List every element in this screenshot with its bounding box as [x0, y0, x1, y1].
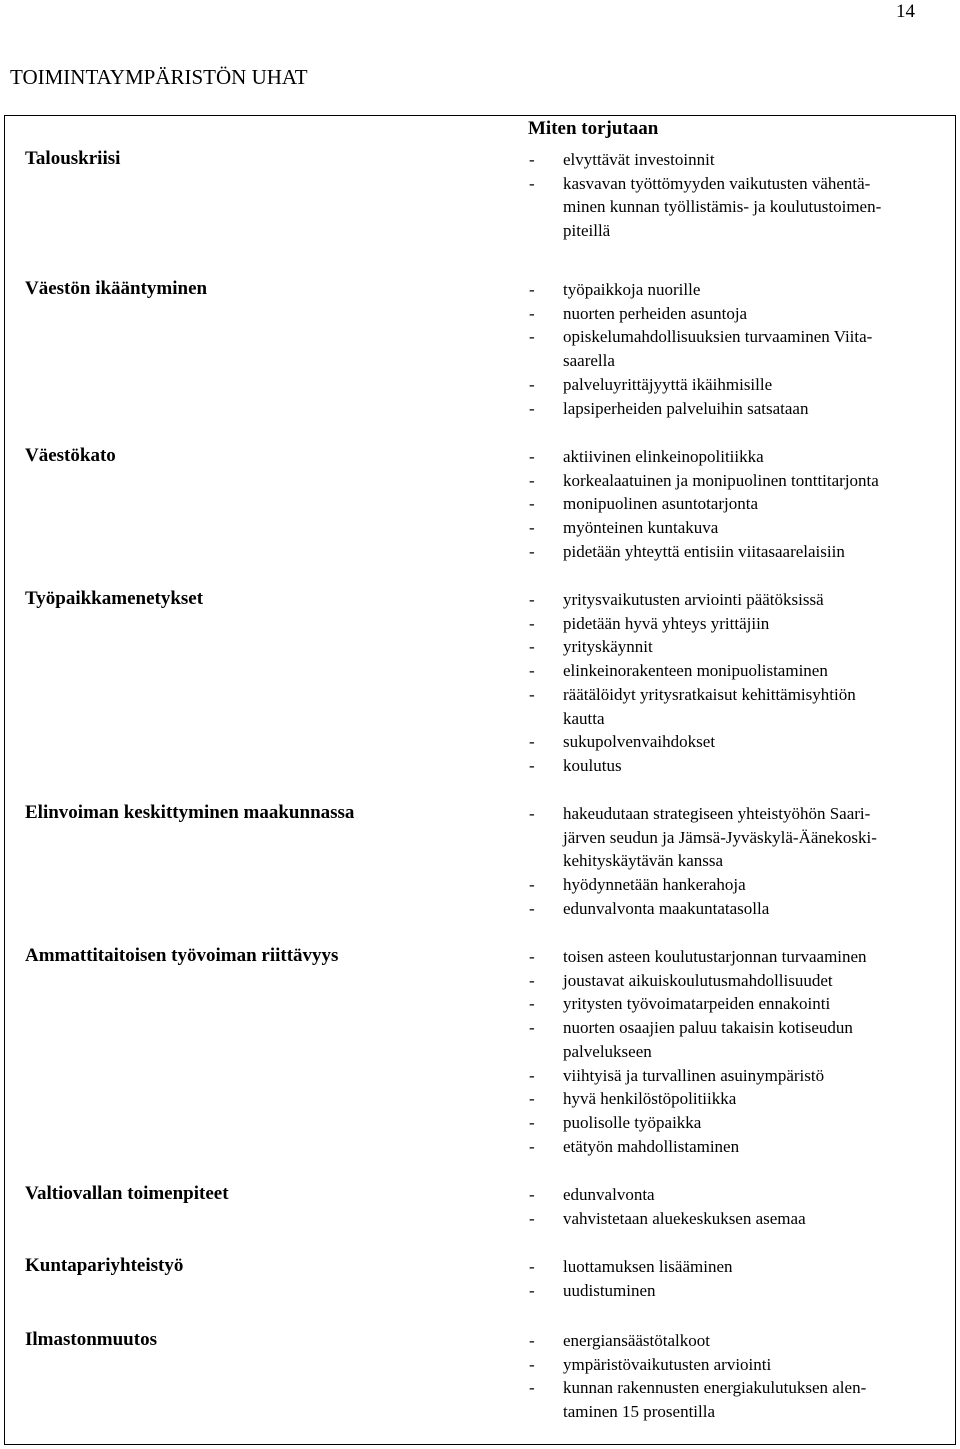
measure-text: piteillä — [563, 221, 611, 241]
measure-line — [529, 1087, 953, 1111]
measure-text: koulutus — [563, 755, 622, 775]
measure-text: puolisolle työpaikka — [563, 1112, 702, 1132]
dash-bullet: - — [529, 173, 535, 193]
dash-bullet: - — [529, 1208, 535, 1228]
measure-text: pidetään yhteyttä entisiin viitasaarelaisiin — [563, 541, 845, 561]
measure-line — [529, 945, 953, 969]
measure-line — [529, 1135, 953, 1159]
measure-text: etätyön mahdollistaminen — [563, 1136, 740, 1156]
measures-list — [529, 1183, 953, 1230]
measures-list — [529, 1255, 953, 1302]
dash-bullet: - — [529, 1112, 535, 1132]
measure-text: yritysvaikutusten arviointi päätöksissä — [563, 590, 824, 609]
measure-text: aktiivinen elinkeinopolitiikka — [563, 447, 764, 466]
measure-text: uudistuminen — [563, 1280, 656, 1300]
measure-line — [529, 492, 953, 516]
measure-line — [529, 397, 953, 421]
measure-line — [529, 635, 953, 659]
measure-line — [529, 754, 953, 778]
dash-bullet — [529, 219, 563, 243]
dash-bullet — [529, 826, 563, 850]
measures-list — [529, 278, 953, 420]
measure-text: korkealaatuinen ja monipuolinen tonttitarjonta — [563, 470, 879, 490]
dash-bullet: - — [529, 470, 535, 490]
measure-text: minen kunnan työllistämis- ja koulutustoimen- — [563, 197, 882, 217]
measure-line — [529, 148, 953, 172]
measure-line — [529, 302, 953, 326]
measure-line — [529, 219, 953, 243]
measure-line — [529, 1040, 953, 1064]
measure-text: vahvistetaan aluekeskuksen asemaa — [563, 1208, 806, 1228]
dash-bullet — [529, 349, 563, 373]
measure-text: kautta — [563, 708, 605, 728]
measure-text: järven seudun ja Jämsä-Jyväskylä-Äänekoski- — [563, 827, 877, 847]
measure-text: luottamuksen lisääminen — [563, 1257, 733, 1276]
measure-text: räätälöidyt yritysratkaisut kehittämisyhtiön — [563, 684, 856, 704]
dash-bullet: - — [529, 898, 535, 918]
measure-text: myönteinen kuntakuva — [563, 518, 719, 538]
measure-line — [529, 802, 953, 826]
measure-text: elinkeinorakenteen monipuolistaminen — [563, 661, 828, 681]
threat-label: Ilmastonmuutos — [25, 1329, 157, 1350]
dash-bullet — [529, 1400, 563, 1424]
measure-line — [529, 659, 953, 683]
measure-text: yritysten työvoimatarpeiden ennakointi — [563, 994, 831, 1014]
measure-text: kunnan rakennusten energiakulutuksen alen- — [563, 1378, 867, 1398]
dash-bullet: - — [529, 1331, 535, 1350]
measure-line — [529, 969, 953, 993]
measure-line — [529, 1376, 953, 1400]
measures-list — [529, 1329, 953, 1424]
measure-line — [529, 1111, 953, 1135]
dash-bullet: - — [529, 590, 535, 609]
dash-bullet: - — [529, 1280, 535, 1300]
dash-bullet: - — [529, 1065, 535, 1085]
measure-text: nuorten osaajien paluu takaisin kotiseudun — [563, 1018, 853, 1038]
measure-text: hyvä henkilöstöpolitiikka — [563, 1089, 737, 1109]
measure-line — [529, 1183, 953, 1207]
measure-line — [529, 897, 953, 921]
threat-label: Elinvoiman keskittyminen maakunnassa — [25, 802, 355, 823]
dash-bullet: - — [529, 541, 535, 561]
dash-bullet: - — [529, 732, 535, 752]
measure-text: elvyttävät investoinnit — [563, 150, 715, 169]
threat-label: Väestön ikääntyminen — [25, 278, 208, 299]
page-title: TOIMINTAYMPÄRISTÖN UHAT — [10, 65, 308, 89]
measure-text: toisen asteen koulutustarjonnan turvaaminen — [563, 947, 867, 966]
measure-text: opiskelumahdollisuuksien turvaaminen Viita- — [563, 327, 873, 347]
dash-bullet: - — [529, 637, 535, 657]
measure-line — [529, 730, 953, 754]
column-header: Miten torjutaan — [528, 118, 659, 139]
dash-bullet: - — [529, 684, 535, 704]
threat-label: Talouskriisi — [25, 148, 121, 169]
dash-bullet: - — [529, 1136, 535, 1156]
measure-text: viihtyisä ja turvallinen asuinympäristö — [563, 1065, 825, 1085]
dash-bullet: - — [529, 150, 535, 169]
dash-bullet: - — [529, 1378, 535, 1398]
dash-bullet: - — [529, 303, 535, 323]
threat-label: Valtiovallan toimenpiteet — [25, 1183, 229, 1204]
measure-line — [529, 873, 953, 897]
dash-bullet: - — [529, 1257, 535, 1276]
dash-bullet — [529, 195, 563, 219]
measure-line — [529, 826, 953, 850]
measure-line — [529, 1279, 953, 1303]
measure-line — [529, 1255, 953, 1279]
measure-text: monipuolinen asuntotarjonta — [563, 494, 758, 514]
measure-line — [529, 1207, 953, 1231]
measure-text: edunvalvonta — [563, 1185, 655, 1204]
measure-line — [529, 1064, 953, 1088]
measure-text: edunvalvonta maakuntatasolla — [563, 898, 770, 918]
dash-bullet: - — [529, 398, 535, 418]
dash-bullet: - — [529, 875, 535, 895]
dash-bullet: - — [529, 280, 535, 299]
page-number: 14 — [896, 1, 915, 22]
measure-text: hakeudutaan strategiseen yhteistyöhön Saari- — [563, 804, 871, 823]
measures-list — [529, 445, 953, 564]
threat-label: Kuntapariyhteistyö — [25, 1255, 184, 1276]
dash-bullet: - — [529, 970, 535, 990]
dash-bullet: - — [529, 804, 535, 823]
threat-label: Työpaikkamenetykset — [25, 588, 204, 609]
threat-label: Väestökato — [25, 445, 116, 466]
measure-text: saarella — [563, 351, 615, 371]
measure-text: pidetään hyvä yhteys yrittäjiin — [563, 613, 770, 633]
dash-bullet: - — [529, 755, 535, 775]
dash-bullet: - — [529, 374, 535, 394]
dash-bullet — [529, 707, 563, 731]
dash-bullet — [529, 849, 563, 873]
measure-line — [529, 445, 953, 469]
measure-text: sukupolvenvaihdokset — [563, 732, 716, 752]
dash-bullet: - — [529, 661, 535, 681]
dash-bullet: - — [529, 994, 535, 1014]
measure-text: kasvavan työttömyyden vaikutusten vähentä- — [563, 173, 871, 193]
measures-list — [529, 588, 953, 778]
measures-list — [529, 148, 953, 243]
dash-bullet: - — [529, 1354, 535, 1374]
dash-bullet: - — [529, 1089, 535, 1109]
dash-bullet: - — [529, 447, 535, 466]
dash-bullet: - — [529, 494, 535, 514]
measure-line — [529, 278, 953, 302]
measure-text: yrityskäynnit — [563, 637, 653, 657]
measure-text: kehityskäytävän kanssa — [563, 851, 724, 871]
measures-list — [529, 802, 953, 921]
measure-line — [529, 1016, 953, 1040]
dash-bullet: - — [529, 947, 535, 966]
measure-text: työpaikkoja nuorille — [563, 280, 701, 299]
measure-line — [529, 707, 953, 731]
measure-line — [529, 992, 953, 1016]
dash-bullet: - — [529, 518, 535, 538]
threat-label: Ammattitaitoisen työvoiman riittävyys — [25, 945, 339, 966]
dash-bullet: - — [529, 613, 535, 633]
measure-line — [529, 1400, 953, 1424]
measure-text: palveluyrittäjyyttä ikäihmisille — [563, 374, 773, 394]
measures-list — [529, 945, 953, 1158]
measure-line — [529, 516, 953, 540]
measure-text: taminen 15 prosentilla — [563, 1402, 716, 1422]
measure-line — [529, 1329, 953, 1353]
measure-line — [529, 540, 953, 564]
measure-text: hyödynnetään hankerahoja — [563, 875, 746, 895]
measure-line — [529, 172, 953, 196]
measure-line — [529, 849, 953, 873]
measure-text: lapsiperheiden palveluihin satsataan — [563, 398, 809, 418]
measure-line — [529, 195, 953, 219]
measure-line — [529, 1353, 953, 1377]
measure-text: palvelukseen — [563, 1041, 652, 1061]
dash-bullet: - — [529, 1018, 535, 1038]
measure-line — [529, 612, 953, 636]
measure-line — [529, 325, 953, 349]
measure-text: nuorten perheiden asuntoja — [563, 303, 748, 323]
measure-line — [529, 349, 953, 373]
measure-text: energiansäästötalkoot — [563, 1331, 710, 1350]
measure-line — [529, 683, 953, 707]
dash-bullet: - — [529, 327, 535, 347]
measure-text: ympäristövaikutusten arviointi — [563, 1354, 772, 1374]
measure-text: joustavat aikuiskoulutusmahdollisuudet — [563, 970, 833, 990]
dash-bullet — [529, 1040, 563, 1064]
dash-bullet: - — [529, 1185, 535, 1204]
measure-line — [529, 373, 953, 397]
measure-line — [529, 469, 953, 493]
measure-line — [529, 588, 953, 612]
